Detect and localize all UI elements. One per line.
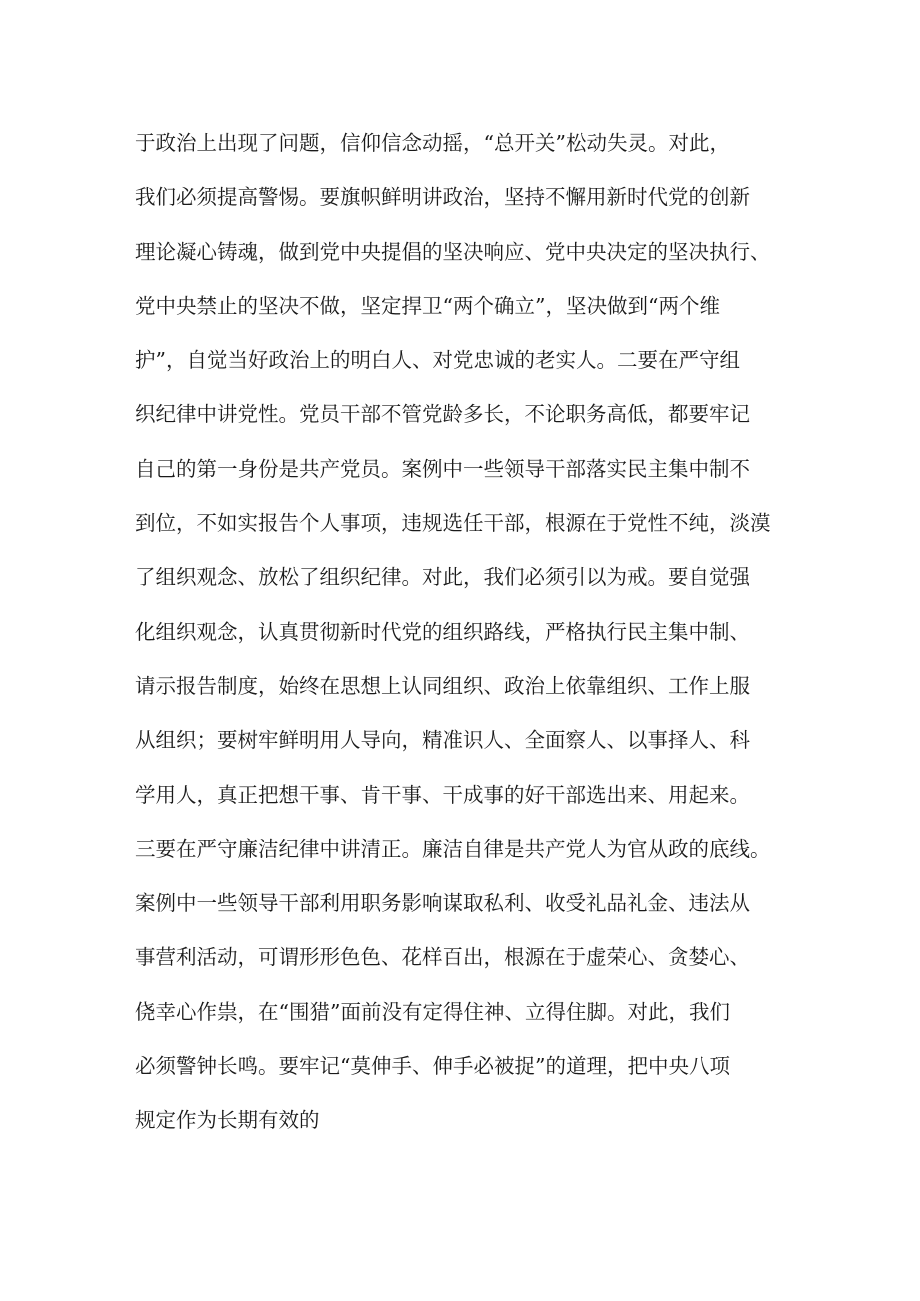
text-line: 必须警钟长鸣。要牢记“莫伸手、伸手必被捉”的道理，把中央八项 [135,1054,730,1079]
text-line: 化组织观念，认真贯彻新时代党的组织路线，严格执行民主集中制、 [135,619,750,644]
text-line: 三要在严守廉洁纪律中讲清正。廉洁自律是共产党人为官从政的底线。 [135,836,771,861]
text-line: 到位，不如实报告个人事项，违规选任干部，根源在于党性不纯，淡漠 [135,511,771,536]
text-line: 织纪律中讲党性。党员干部不管党龄多长，不论职务高低，都要牢记 [135,402,750,427]
text-line: 护”，自觉当好政治上的明白人、对党忠诚的老实人。二要在严守组 [135,348,740,373]
text-line: 从组织；要树牢鲜明用人导向，精准识人、全面察人、以事择人、科 [135,728,750,753]
text-line: 案例中一些领导干部利用职务影响谋取私利、收受礼品礼金、违法从 [135,891,750,916]
text-line: 党中央禁止的坚决不做，坚定捍卫“两个确立”，坚决做到“两个维 [135,293,720,318]
text-line: 事营利活动，可谓形形色色、花样百出，根源在于虚荣心、贪婪心、 [135,945,750,970]
text-line: 自己的第一身份是共产党员。案例中一些领导干部落实民主集中制不 [135,456,750,481]
text-line: 请示报告制度，始终在思想上认同组织、政治上依靠组织、工作上服 [135,673,750,698]
text-line: 规定作为长期有效的 [135,1108,320,1133]
text-line: 我们必须提高警惕。要旗帜鲜明讲政治，坚持不懈用新时代党的创新 [135,185,750,210]
text-line: 理论凝心铸魂，做到党中央提倡的坚决响应、党中央决定的坚决执行、 [135,239,771,264]
text-line: 了组织观念、放松了组织纪律。对此，我们必须引以为戒。要自觉强 [135,565,750,590]
body-text [135,124,805,1156]
text-line: 侥幸心作祟，在“围猎”面前没有定得住神、立得住脚。对此，我们 [135,999,730,1024]
text-line: 于政治上出现了问题，信仰信念动摇，“总开关”松动失灵。对此， [135,131,730,155]
text-line: 学用人，真正把想干事、肯干事、干成事的好干部选出来、用起来。 [135,782,750,807]
